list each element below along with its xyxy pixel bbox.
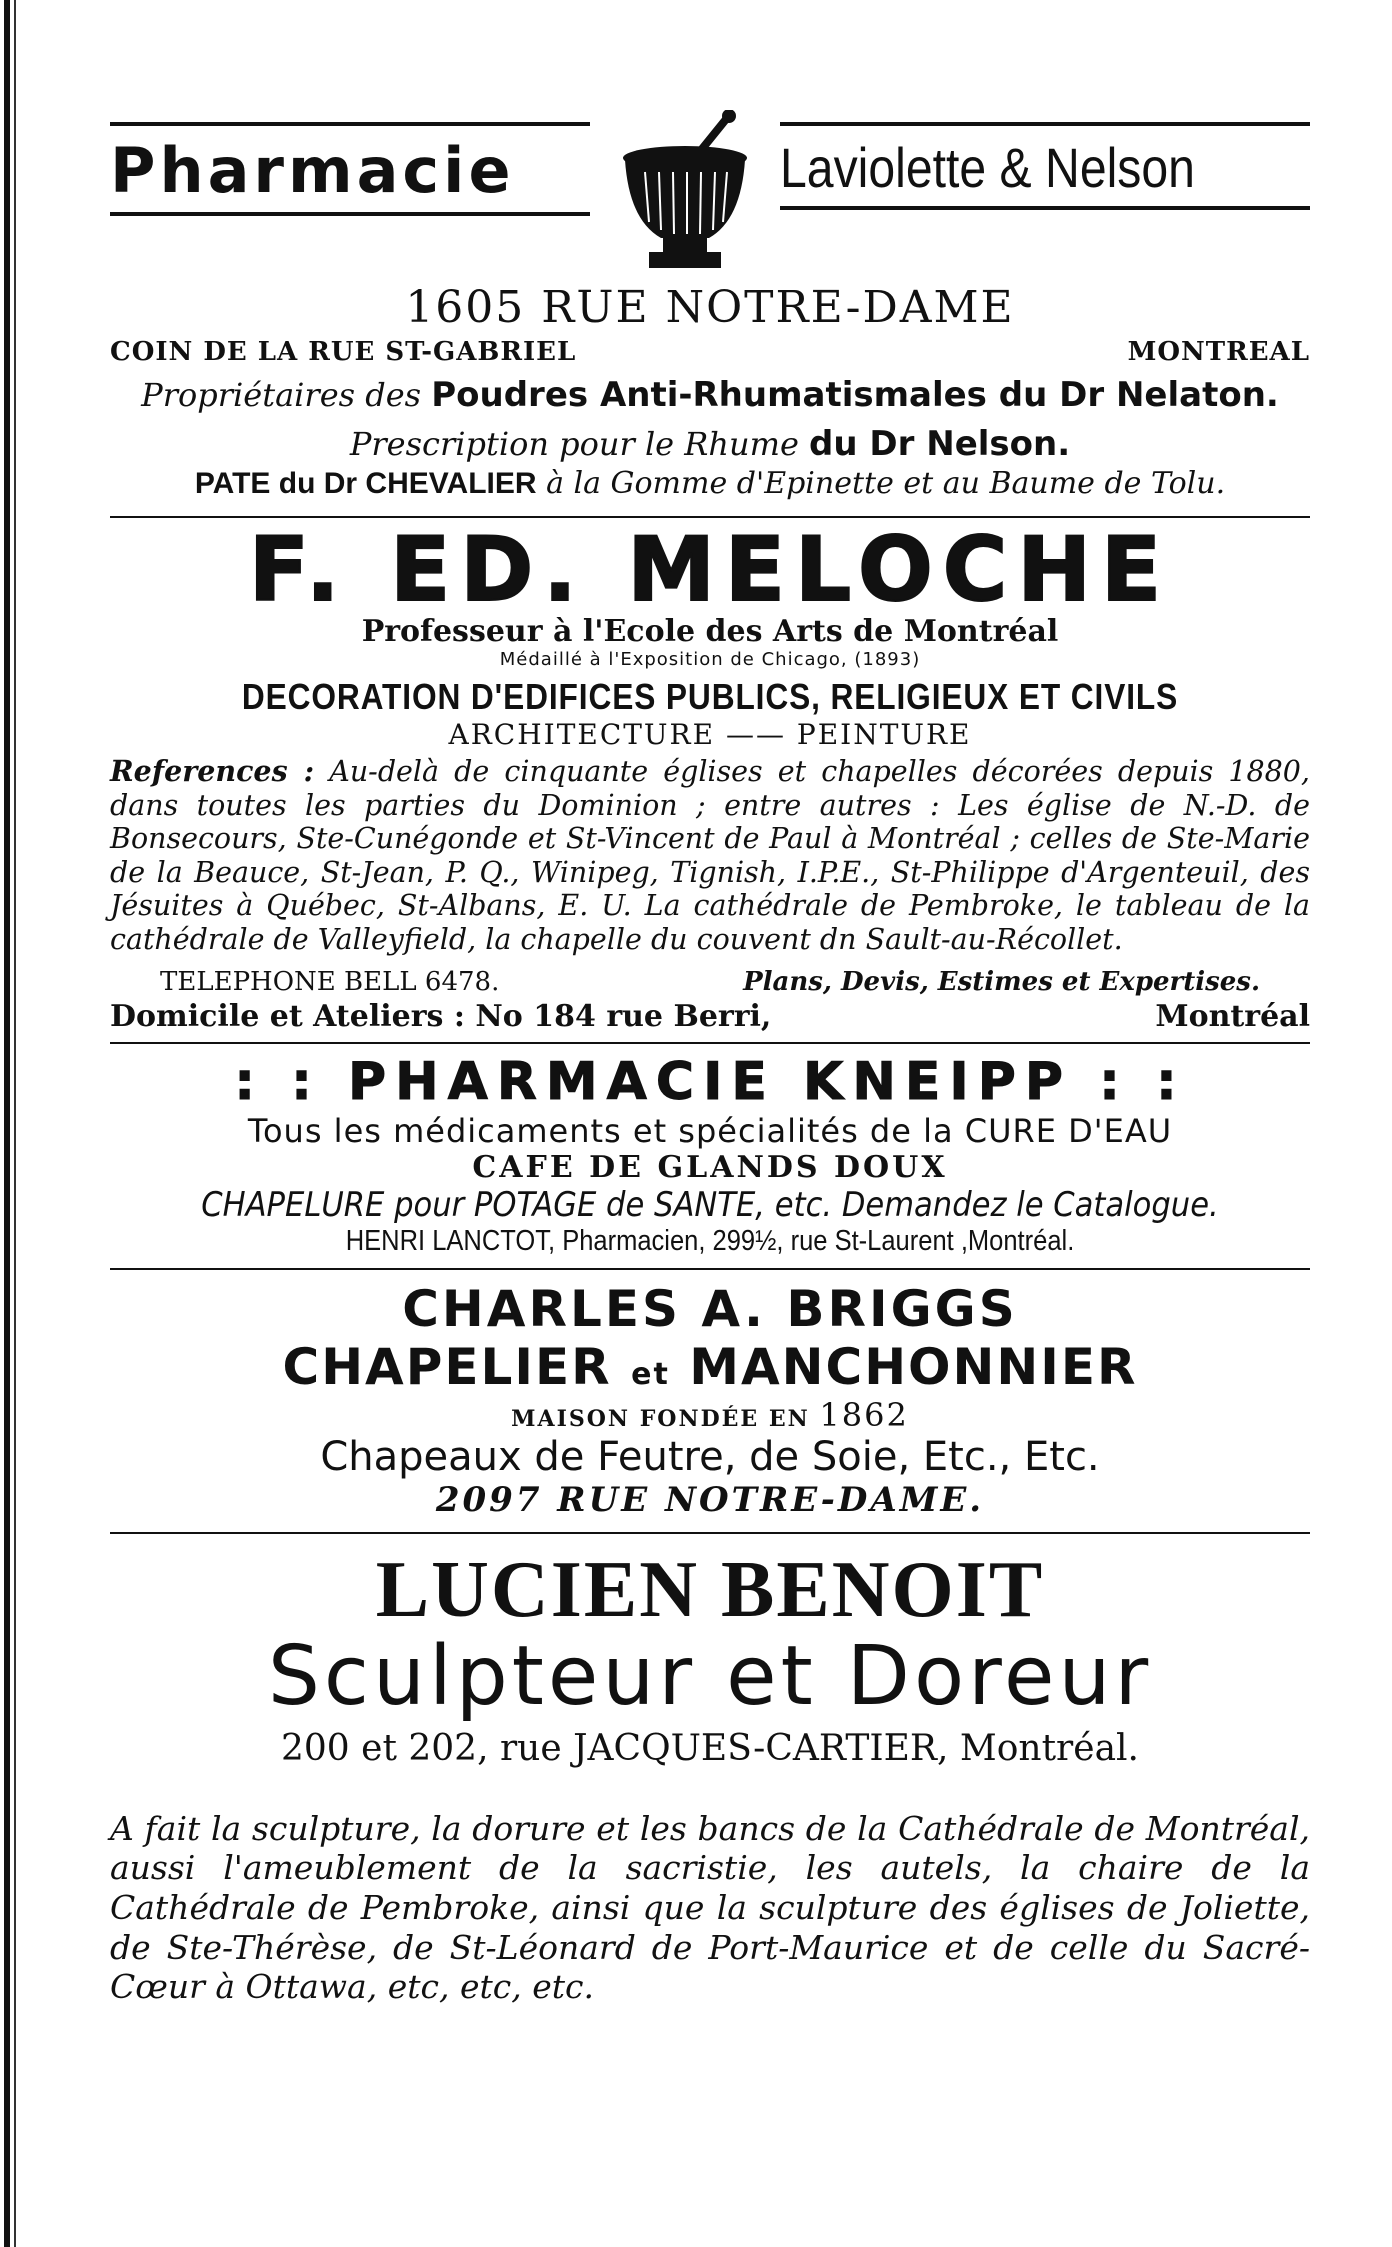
ad4-chapeaux: Chapeaux de Feutre, de Soie, Etc., Etc.	[320, 1433, 1100, 1480]
ad4-et: et	[631, 1356, 670, 1392]
ad3-henri: HENRI LANCTOT, Pharmacien, 299½, rue St-Laurent ,Montréal.	[345, 1224, 1075, 1257]
ad1-pate-desc: à la Gomme d'Epinette et au Baume de Tolu.	[546, 465, 1226, 501]
ad4-name: CHARLES A. BRIGGS	[402, 1279, 1018, 1338]
separator	[110, 1042, 1310, 1044]
ad-pharmacie-laviolette	[110, 110, 1310, 502]
advertisement-page	[110, 110, 1310, 2007]
ad4-address: 2097 RUE NOTRE-DAME.	[435, 1479, 985, 1520]
ad2-plans: Plans, Devis, Estimes et Expertises.	[743, 966, 1260, 997]
ad1-address: 1605 RUE NOTRE-DAME	[405, 282, 1015, 333]
rule	[110, 212, 590, 216]
ad2-medal: Médaillé à l'Exposition de Chicago, (1893)	[499, 648, 921, 670]
ad4-chapelier: CHAPELIER	[282, 1337, 612, 1396]
ad4-maison: MAISON FONDÉE EN	[511, 1405, 810, 1432]
ad5-name: LUCIEN BENOIT	[375, 1545, 1045, 1634]
ad2-dash: ——	[725, 717, 786, 751]
ad4-year: 1862	[819, 1395, 909, 1434]
ad1-prop-italic: Propriétaires des	[141, 376, 422, 414]
ad3-title: : : PHARMACIE KNEIPP : :	[234, 1051, 1186, 1112]
ad5-description: A fait la sculpture, la dorure et les bancs de la Cathédrale de Montréal, aussi l'ameublement de la sacristie, les autels, la chaire de la Cathédrale de Pembroke, ainsi que la sculpture des églises de Joliette, de Ste-Thérèse, de St-Léonard de Port-Maurice et de celle du Sacré-Cœur à Ottawa, etc, etc, etc.	[110, 1808, 1310, 2007]
ad2-decoration: DECORATION D'EDIFICES PUBLICS, RELIGIEUX ET CIVILS	[241, 675, 1179, 717]
ad1-prescription-italic: Prescription pour le Rhume	[349, 425, 799, 464]
ad3-chapelure: CHAPELURE pour POTAGE de SANTE, etc. Demandez le Catalogue.	[201, 1184, 1219, 1225]
ad2-professor: Professeur à l'Ecole des Arts de Montréal	[361, 613, 1059, 649]
ad2-name: F. ED. MELOCHE	[248, 517, 1172, 621]
rule	[780, 206, 1310, 210]
ad1-prescription-bold: du Dr Nelson.	[809, 424, 1071, 465]
ad-charles-briggs	[110, 1280, 1310, 1520]
mortar-and-pestle-icon	[615, 110, 755, 280]
ad2-domicile: Domicile et Ateliers : No 184 rue Berri,	[110, 998, 772, 1034]
ad-lucien-benoit	[110, 1545, 1310, 2007]
ad2-refs-lead: References :	[110, 753, 315, 788]
ad3-cafe: CAFE DE GLANDS DOUX	[472, 1149, 948, 1185]
ad2-painting: PEINTURE	[796, 717, 972, 751]
ad1-left-block	[110, 122, 590, 216]
ad2-domicile-city: Montréal	[1155, 998, 1310, 1034]
ad1-pate-name: PATE du Dr CHEVALIER	[194, 466, 537, 500]
ad2-refs-text: Au-delà de cinquante églises et chapelles décorées depuis 1880, dans toutes les parties du Dominion ; entre autres : Les église de N.-D. de Bonsecours, Ste-Cunégonde et St-Vincent de Paul à Montréal ; celles de Ste-Marie de la Beauce, St-Jean, P. Q., Winipeg, Tignish, I.P.E., St-Philippe d'Argenteuil, des Jésuites à Québec, St-Albans, E. U. La cathédrale de Pembroke, le tableau de la cathédrale de Valleyfield, la chapelle du couvent dn Sault-au-Récollet.	[110, 754, 1310, 957]
ad1-title-left: Pharmacie	[110, 134, 515, 207]
separator	[110, 1268, 1310, 1270]
ad2-architecture: ARCHITECTURE	[448, 717, 716, 751]
separator	[110, 1532, 1310, 1534]
page-edge	[4, 0, 10, 2247]
ad1-city: MONTREAL	[1127, 337, 1310, 367]
ad1-title-right: Laviolette & Nelson	[780, 136, 1195, 199]
ad-pharmacie-kneipp	[110, 1052, 1310, 1258]
ad5-address: 200 et 202, rue JACQUES-CARTIER, Montréal.	[280, 1727, 1139, 1769]
ad3-medicaments: Tous les médicaments et spécialités de la CURE D'EAU	[247, 1111, 1173, 1150]
page-edge-line	[14, 0, 16, 2247]
ad1-right-block	[780, 122, 1310, 210]
ad5-sub: Sculpteur et Doreur	[267, 1628, 1153, 1724]
ad4-manchonnier: MANCHONNIER	[689, 1337, 1138, 1396]
ad-meloche	[110, 517, 1310, 1034]
ad2-telephone: TELEPHONE BELL 6478.	[160, 966, 500, 997]
ad1-prop-bold: Poudres Anti-Rhumatismales du Dr Nelaton.	[431, 375, 1279, 415]
ad1-corner: COIN DE LA RUE ST-GABRIEL	[110, 337, 577, 367]
